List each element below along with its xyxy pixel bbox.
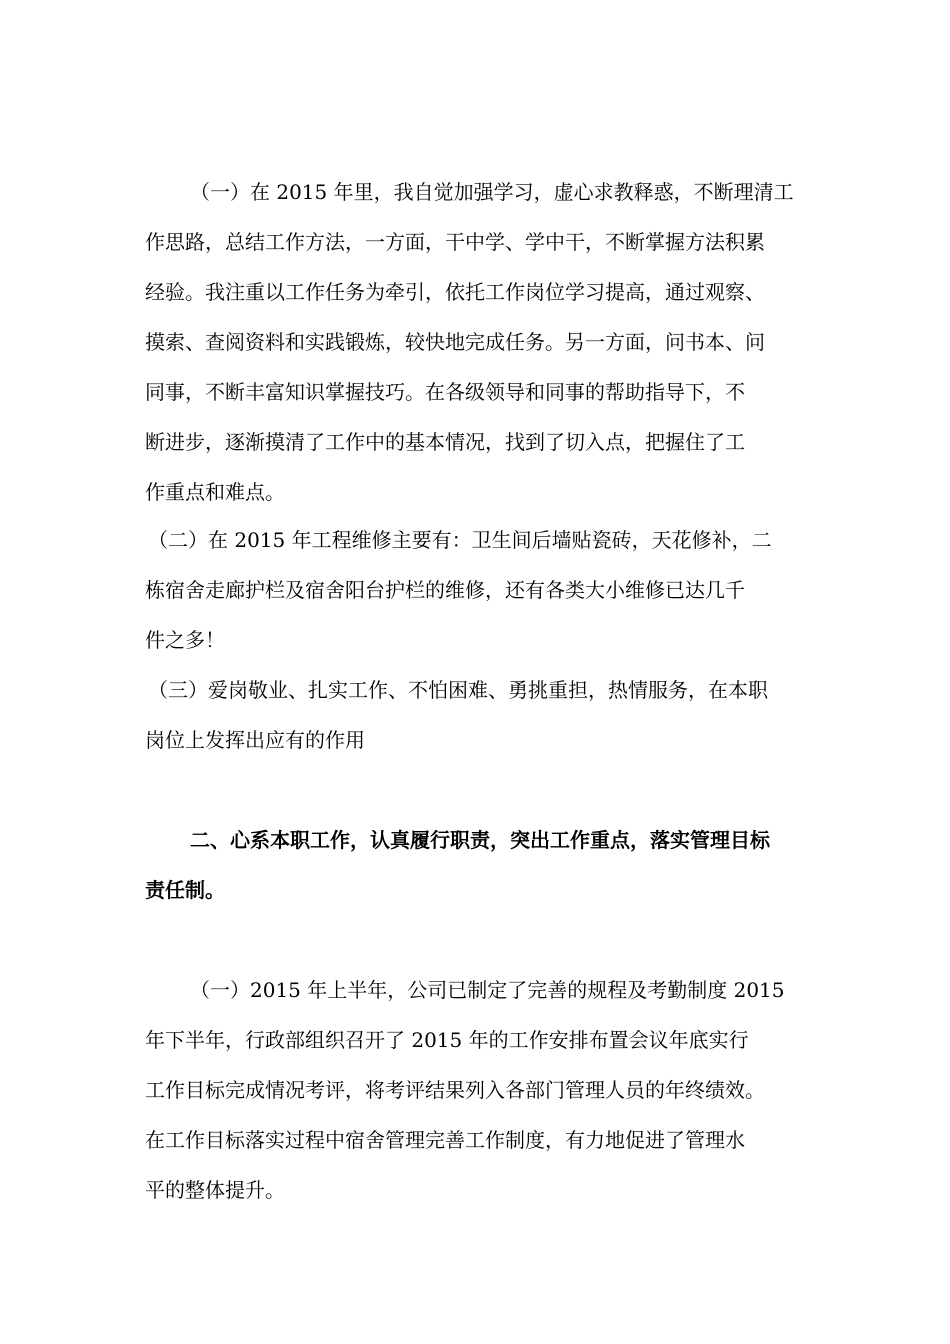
heading-line: 二、心系本职工作，认真履行职责，突出工作重点，落实管理目标	[190, 828, 770, 852]
paragraph-line: 同事，不断丰富知识掌握技巧。在各级领导和同事的帮助指导下，不	[145, 380, 745, 404]
paragraph-line: 栋宿舍走廊护栏及宿舍阳台护栏的维修，还有各类大小维修已达几千	[145, 578, 745, 602]
paragraph-line: 平的整体提升。	[145, 1178, 285, 1202]
paragraph-line: （一）2015 年上半年，公司已制定了完善的规程及考勤制度 2015	[190, 978, 785, 1002]
paragraph-line: 断进步，逐渐摸清了工作中的基本情况，找到了切入点，把握住了工	[145, 430, 745, 454]
paragraph-line: （一）在 2015 年里，我自觉加强学习，虚心求教释惑，不断理清工	[190, 180, 794, 204]
paragraph-line: 作思路，总结工作方法，一方面，干中学、学中干，不断掌握方法积累	[145, 230, 765, 254]
paragraph-line: 件之多！	[145, 628, 225, 652]
paragraph-line: 年下半年，行政部组织召开了 2015 年的工作安排布置会议年底实行	[145, 1028, 749, 1052]
paragraph-line: 经验。我注重以工作任务为牵引，依托工作岗位学习提高，通过观察、	[145, 280, 765, 304]
heading-line: 责任制。	[145, 878, 225, 902]
paragraph-line: （三）爱岗敬业、扎实工作、不怕困难、勇挑重担，热情服务，在本职	[148, 678, 768, 702]
paragraph-line: 摸索、查阅资料和实践锻炼，较快地完成任务。另一方面，问书本、问	[145, 330, 765, 354]
paragraph-line: 工作目标完成情况考评，将考评结果列入各部门管理人员的年终绩效。	[145, 1078, 765, 1102]
paragraph-line: 在工作目标落实过程中宿舍管理完善工作制度，有力地促进了管理水	[145, 1128, 745, 1152]
paragraph-line: 岗位上发挥出应有的作用	[145, 728, 365, 752]
paragraph-line: （二）在 2015 年工程维修主要有：卫生间后墙贴瓷砖，天花修补，二	[148, 528, 772, 552]
paragraph-line: 作重点和难点。	[145, 480, 285, 504]
